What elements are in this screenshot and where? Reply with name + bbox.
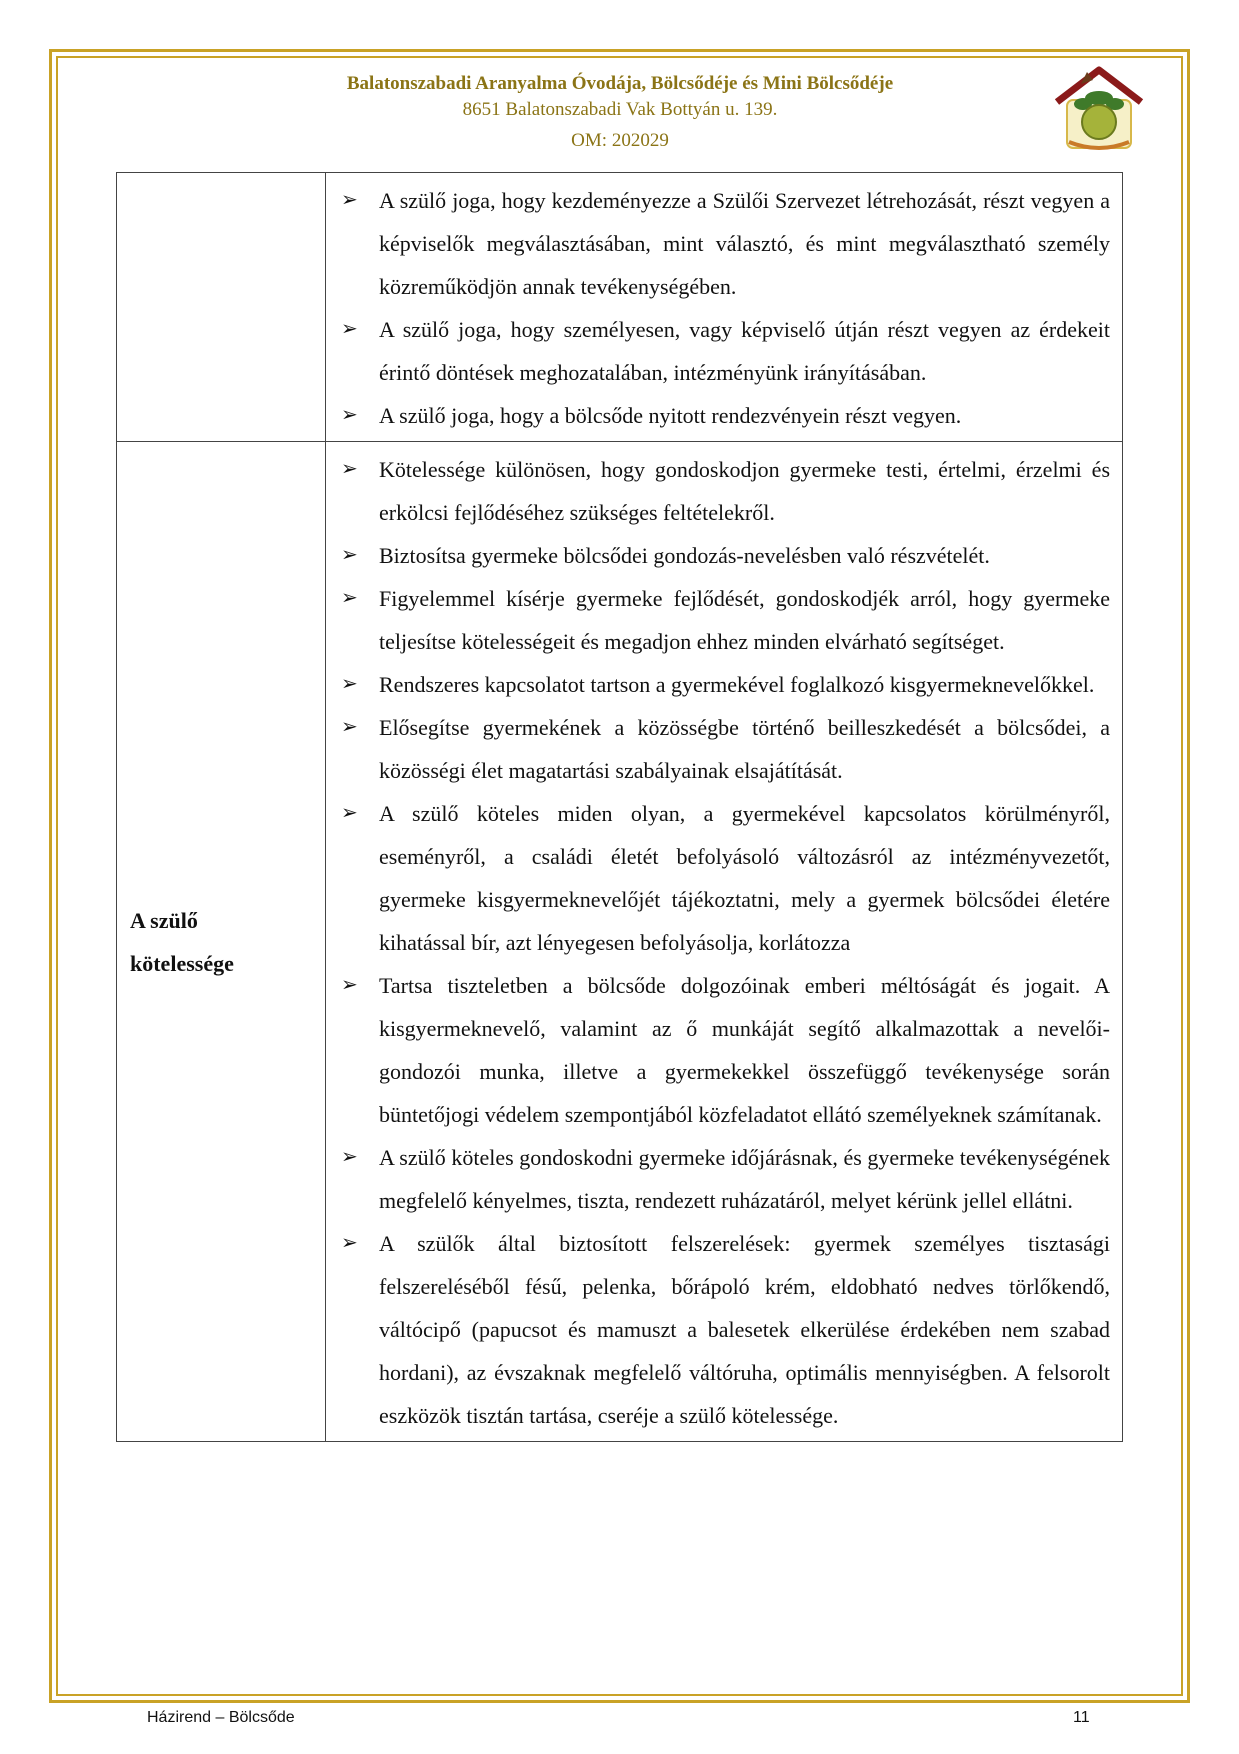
row-label-cell [117,442,326,1442]
apple-house-logo-icon [1053,62,1145,154]
list-item-text: Kötelessége különösen, hogy gondoskodjon gyermeke testi, értelmi, érzelmi és erkölcsi fejlődéséhez szükséges feltételekről. [379,457,1110,525]
list-item [334,1136,1110,1222]
list-item-text: A szülő köteles miden olyan, a gyermekével kapcsolatos körülményről, eseményről, a családi életét befolyásoló változásról az intézményvezetőt, gyermeke kisgyermeknevelőjét tájékoztatni, mely a gyermek bölcsődei életére kihatással bír, azt lényegesen befolyásolja, korlátozza [379,801,1110,955]
arrow-bullet-icon: ➢ [341,456,358,480]
list-item-text: A szülő köteles gondoskodni gyermeke időjárásnak, és gyermeke tevékenységének megfelelő kényelmes, tiszta, rendezett ruházatáról, melyet kérünk jellel ellátni. [379,1145,1110,1213]
rights-duties-table [116,172,1123,1442]
arrow-bullet-icon: ➢ [341,187,358,211]
list-item-text: A szülő joga, hogy kezdeményezze a Szülői Szervezet létrehozását, részt vegyen a képviselők megválasztásában, mint választó, és mint megválasztható személy közreműködjön annak tevékenységében. [379,188,1110,299]
arrow-bullet-icon: ➢ [341,972,358,996]
list-item-text: Rendszeres kapcsolatot tartson a gyermekével foglalkozó kisgyermeknevelőkkel. [379,672,1095,697]
arrow-bullet-icon: ➢ [341,402,358,426]
document-header [240,71,1000,154]
list-item [334,308,1110,394]
arrow-bullet-icon: ➢ [341,714,358,738]
list-item-text: A szülő joga, hogy a bölcsőde nyitott rendezvényein részt vegyen. [379,403,962,428]
list-item [334,964,1110,1136]
arrow-bullet-icon: ➢ [341,1144,358,1168]
table-row [117,173,1123,442]
row-label-cell [117,173,326,442]
row-label: A szülő kötelessége [130,907,234,976]
arrow-bullet-icon: ➢ [341,800,358,824]
footer-title: Házirend – Bölcsőde [147,1709,295,1726]
arrow-bullet-icon: ➢ [341,1230,358,1254]
list-item [334,792,1110,964]
list-item [334,663,1110,706]
arrow-bullet-icon: ➢ [341,585,358,609]
bullet-list [334,179,1110,437]
table-row [117,442,1123,1442]
list-item-text: A szülő joga, hogy személyesen, vagy képviselő útján részt vegyen az érdekeit érintő döntések meghozatalában, intézményünk irányításában. [379,317,1110,385]
list-item-text: Tartsa tiszteletben a bölcsőde dolgozóinak emberi méltóságát és jogait. A kisgyermeknevelő, valamint az ő munkáját segítő alkalmazottak a nevelői-gondozói munka, illetve a gyermekekkel összefüggő tevékenysége során büntetőjogi védelem szempontjából közfeladatot ellátó személyeknek számítanak. [379,973,1110,1127]
arrow-bullet-icon: ➢ [341,542,358,566]
row-content-cell [326,173,1123,442]
institution-address: 8651 Balatonszabadi Vak Bottyán u. 139. [462,99,778,120]
row-content-cell [326,442,1123,1442]
arrow-bullet-icon: ➢ [341,316,358,340]
arrow-bullet-icon: ➢ [341,671,358,695]
list-item-text: Figyelemmel kísérje gyermeke fejlődését, gondoskodjék arról, hogy gyermeke teljesítse kötelességeit és megadjon ehhez minden elvárható segítséget. [379,586,1110,654]
list-item [334,394,1110,437]
list-item [334,179,1110,308]
page-number: 11 [1073,1709,1090,1726]
list-item-text: A szülők által biztosított felszerelések: gyermek személyes tisztasági felszereléséből fésű, pelenka, bőrápoló krém, eldobható nedves törlőkendő, váltócipő (papucsot és mamuszt a balesetek elkerülése érdekében nem szabad hordani), az évszaknak megfelelő váltóruha, optimális mennyiségben. A felsorolt eszközök tisztán tartása, cseréje a szülő kötelessége. [379,1231,1110,1428]
list-item-text: Elősegítse gyermekének a közösségbe történő beilleszkedését a bölcsődei, a közösségi élet magatartási szabályainak elsajátítását. [379,715,1110,783]
list-item [334,534,1110,577]
list-item [334,577,1110,663]
list-item [334,706,1110,792]
institution-om: OM: 202029 [571,130,669,151]
list-item [334,448,1110,534]
list-item-text: Biztosítsa gyermeke bölcsődei gondozás-nevelésben való részvételét. [379,543,990,568]
institution-name: Balatonszabadi Aranyalma Óvodája, Bölcsődéje és Mini Bölcsődéje [346,73,894,94]
list-item [334,1222,1110,1437]
bullet-list [334,448,1110,1437]
